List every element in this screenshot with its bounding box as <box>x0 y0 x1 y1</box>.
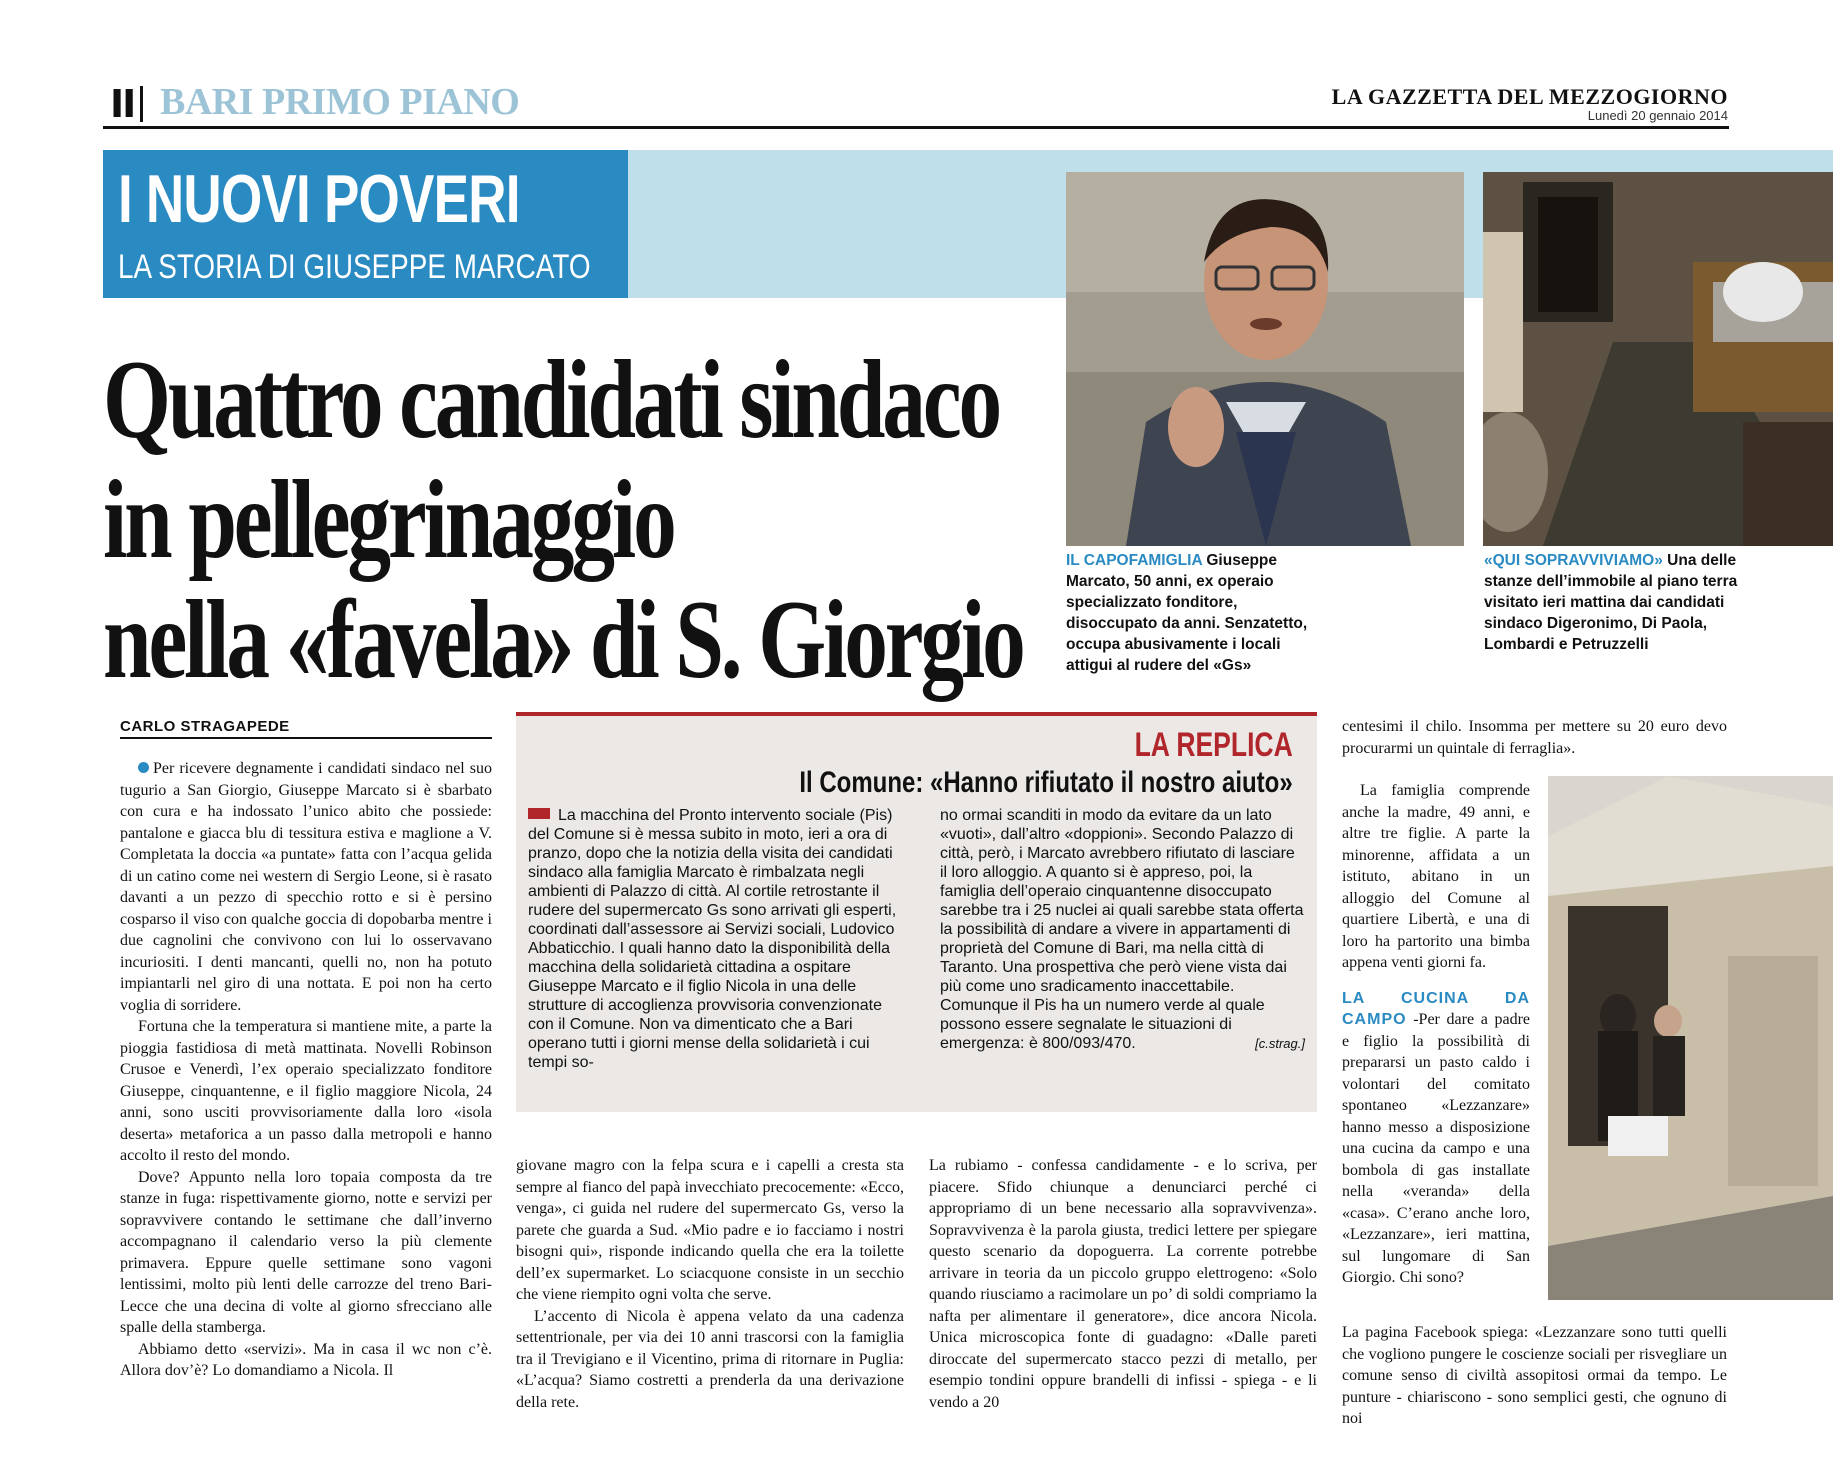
replica-title: Il Comune: «Hanno rifiutato il nostro aiuto» <box>799 766 1293 799</box>
article-column-4-top <box>1342 716 1727 759</box>
caption-text: Una delle stanze dell’immobile al piano terra visitato ieri mattina dai candidati sindaco Digeronimo, Di Paola, Lombardi e Petruzzelli <box>1484 552 1738 653</box>
bullet-icon <box>138 762 149 773</box>
headline-line-1: Quattro candidati sindaco <box>103 338 1000 462</box>
paragraph: Fortuna che la temperatura si mantiene mite, a parte la pioggia fastidiosa di metà mattinata. Novelli Robinson Crusoe e Venerdì, l’ex operaio specializzato fonditore Giuseppe, cinquantenne, e il figlio maggiore Nicola, 24 anni, sono usciti provvisoriamente dalla loro «isola deserta» metaforica a un passo dalla metropoli e hanno accolto il resto del mondo. <box>120 1018 492 1164</box>
paragraph: centesimi il chilo. Insomma per mettere su 20 euro devo procurarmi un quintale di ferraglia». <box>1342 718 1727 757</box>
replica-signature: [c.strag.] <box>1255 1036 1305 1051</box>
author-byline: CARLO STRAGAPEDE <box>120 718 290 735</box>
photo-caption-1 <box>1066 550 1316 676</box>
article-column-1 <box>120 758 492 1382</box>
paragraph: Abbiamo detto «servizi». Ma in casa il wc non c’è. Allora dov’è? Lo domandiamo a Nicola. Il <box>120 1340 492 1379</box>
replica-box <box>516 712 1317 1112</box>
article-column-2 <box>516 1155 904 1413</box>
paragraph: La rubiamo - confessa candidamente - e lo scriva, per piacere. Sfido chiunque a denunciarci perché ci appropriamo di un bene necessario alla sopravvivenza». Sopravvivenza è la parola giusta, tredici lettere per spiegare questo scenario da dopoguerra. La corrente potrebbe arrivare in teoria da un piccolo gruppo elettrogeno: «Solo quando riusciamo a racimolare un po’ di soldi compriamo la nafta per alimentare il generatore», dice ancora Nicola. Unica microscopica fonte di guadagno: «Dalle pareti diroccate del supermercato stacco pezzi di metallo, per esempio tondini oppure brandelli di infissi - spiega - e li vendo a 20 <box>929 1157 1317 1411</box>
headline-line-2: in pellegrinaggio <box>103 458 674 582</box>
caption-label: IL CAPOFAMIGLIA <box>1066 552 1203 569</box>
paragraph: L’accento di Nicola è appena velato da una cadenza settentrionale, per via dei 10 anni trascorsi con la famiglia tra il Trevigiano e il Vicentino, prima di ritornare in Puglia: «L’acqua? Siamo costretti a prenderla da una derivazione della rete. <box>516 1307 904 1411</box>
paragraph: La pagina Facebook spiega: «Lezzanzare sono tutti quelli che vogliono pungere le coscienze sociali per risvegliare un comune senso di civiltà assopitosi ormai da tempo. Le punture - chiariscono - sono semplici gesti, che ognuno di noi <box>1342 1324 1727 1427</box>
byline-rule <box>120 737 492 739</box>
kicker-title: I NUOVI POVERI <box>118 161 520 237</box>
photo-room-interior <box>1483 172 1833 546</box>
section-title: BARI PRIMO PIANO <box>160 81 520 123</box>
article-column-4-narrow <box>1342 780 1530 1289</box>
replica-kicker: LA REPLICA <box>1134 726 1293 764</box>
headline-line-3: nella «favela» di S. Giorgio <box>103 578 1023 702</box>
article-column-4-bottom <box>1342 1322 1727 1430</box>
header-rule <box>103 126 1729 129</box>
replica-column-2: no ormai scanditi in modo da evitare da un lato «vuoti», dall’altro «doppioni». Secondo Palazzo di città, però, i Marcato avrebbero rifiutato di lasciare il loro alloggio. A quanto si è appreso, poi, la famiglia dell’operaio cinquantenne disoccupato sarebbe tra i 25 nuclei ai quali sarebbe stata offerta la possibilità di andare a vivere in appartamenti di proprietà del Comune di Bari, ma nella città di Taranto. Una prospettiva che però viene vista dai più come uno sradicamento inaccettabile. Comunque il Pis ha un numero verde al quale possono essere segnalate le situazioni di emergenza: è 800/093/470. [c.strag.] <box>940 807 1305 1052</box>
replica-column-1: La macchina del Pronto intervento sociale (Pis) del Comune si è messa subito in moto, ieri a ora di pranzo, dopo che la notizia della visita dei candidati sindaco alla famiglia Marcato è rimbalzata negli ambienti di Palazzo di città. Al cortile retrostante il rudere del supermercato Gs sono arrivati gli esperti, coordinati dall’assessore ai Servizi sociali, Ludovico Abbaticchio. I quali hanno dato la disponibilità della macchina della solidarietà cittadina a ospitare Giuseppe Marcato e il figlio Nicola in una delle strutture di accoglienza provvisoria convenzionate con il Comune. Non va dimenticato che a Bari operano tutti i giorni mense della solidarietà i cui tempi so- <box>528 807 897 1071</box>
paragraph: giovane magro con la felpa scura e i capelli a cresta sta sempre al fianco del papà invecchiato precocemente: «Ecco, venga», ci guida nel rudere del supermercato Gs, verso la parete che guarda a Sud. «Mio padre e io facciamo i nostri bisogni qui», risponde indicando quella che era la toilette dell’ex supermarket. Lo sciacquone consiste in un secchio che viene riempito ogni volta che serve. <box>516 1157 904 1303</box>
paragraph: Dove? Appunto nella loro topaia composta da tre stanze in fuga: rispettivamente giorno, notte e servizi per sopravvivere contando le settimane che dall’inverno accompagnano il calendario verso la più clemente primavera. Eppure quelle settimane sono vagoni lentissimi, molto più lenti delle carrozze del treno Bari-Lecce che una decina di volte al giorno sfrecciano alle spalle della stamberga. <box>120 1168 492 1336</box>
photo-giuseppe-marcato <box>1066 172 1464 546</box>
photo-caption-2 <box>1484 550 1774 655</box>
kicker-subtitle: LA STORIA DI GIUSEPPE MARCATO <box>118 248 591 286</box>
newspaper-masthead: LA GAZZETTA DEL MEZZOGIORNO <box>1331 84 1728 109</box>
subheading: LA CUCINA DA CAMPO <box>1342 989 1530 1028</box>
paragraph: La famiglia comprende anche la madre, 49 anni, e altre tre figlie. A parte la minorenne, affidata a un istituto, abitano in un alloggio del Comune al quartiere Libertà, e una di loro ha partorito una bimba appena venti giorni fa. <box>1342 782 1530 971</box>
paragraph: LA CUCINA DA CAMPO -Per dare a padre e figlio la possibilità di prepararsi un pasto caldo i volontari del comitato spontaneo «Lezzanzare» hanno messo a disposizione una cucina da campo e una bombola di gas installate nella «veranda» della «casa». C’erano anche loro, «Lezzanzare», ieri mattina, sul lungomare di San Giorgio. Chi sono? <box>1342 989 1530 1286</box>
page-number: II <box>110 82 135 126</box>
caption-label: «QUI SOPRAVVIVIAMO» <box>1484 552 1663 569</box>
photo-field-kitchen-building <box>1548 776 1833 1300</box>
caption-text: Giuseppe Marcato, 50 anni, ex operaio specializzato fonditore, disoccupato da anni. Senzatetto, occupa abusivamente i locali attigui al rudere del «Gs» <box>1066 552 1308 674</box>
issue-date: Lunedì 20 gennaio 2014 <box>1587 108 1728 123</box>
paragraph: Per ricevere degnamente i candidati sindaco nel suo tugurio a San Giorgio, Giuseppe Marcato si è sbarbato con cura e ha indossato l’unico abito che possiede: pantalone e giacca blu di tessitura estiva e maglione a V. Completata la doccia «a puntate» fatta con l’acqua gelida di un catino come nei western di Sergio Leone, si è rasato davanti a un pezzo di specchio rotto e si è persino cosparso il viso con qualche goccia di dopobarba mentre i due cagnolini che convivono con lui lo osservavano incuriositi. I denti mancanti, quelli no, non ha potuto impiantarli nel giro di una nottata. E poi non ha certo voglia di sorridere. <box>120 760 492 1014</box>
red-square-icon <box>528 808 550 819</box>
page-number-divider <box>140 86 143 122</box>
article-column-3 <box>929 1155 1317 1413</box>
